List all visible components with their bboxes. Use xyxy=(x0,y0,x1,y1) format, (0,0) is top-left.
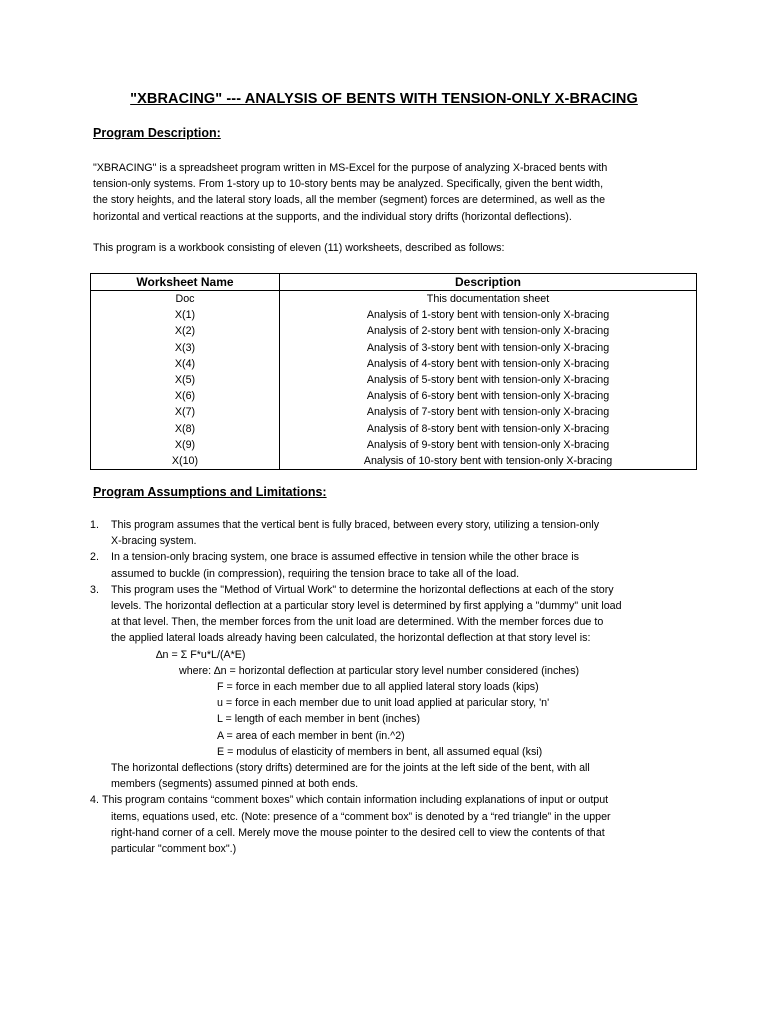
item-text-line: This program assumes that the vertical bent is fully braced, between every story, utilizing a tension-only xyxy=(111,519,600,531)
equation-variable-definition: E = modulus of elasticity of members in bent, all assumed equal (ksi) xyxy=(217,745,543,758)
table-row xyxy=(91,437,697,453)
description-line: the story heights, and the lateral story loads, all the member (segment) forces are determined, as well as the xyxy=(93,194,606,207)
table-row xyxy=(91,388,697,404)
list-item xyxy=(90,582,710,793)
document-title: "XBRACING" --- ANALYSIS OF BENTS WITH TENSION-ONLY X-BRACING xyxy=(130,91,638,107)
description-line: tension-only systems. From 1-story up to 10-story bents may be analyzed. Specifically, given the bent width, xyxy=(93,178,604,191)
worksheet-name-cell: X(2) xyxy=(91,323,280,339)
worksheet-name-cell: X(5) xyxy=(91,372,280,388)
worksheet-name-cell: X(1) xyxy=(91,307,280,323)
virtual-work-equation: ∆n = Σ F*u*L/(A*E) xyxy=(156,648,246,661)
item-text-line: The horizontal deflections (story drifts) determined are for the joints at the left side of the bent, with all xyxy=(111,762,590,775)
item-number: 3. xyxy=(90,583,99,596)
worksheet-name-cell: X(9) xyxy=(91,437,280,453)
worksheet-description-cell: Analysis of 8-story bent with tension-only X-bracing xyxy=(366,422,610,435)
worksheet-description-cell: Analysis of 5-story bent with tension-only X-bracing xyxy=(366,374,610,387)
worksheet-description-cell: Analysis of 4-story bent with tension-only X-bracing xyxy=(366,357,610,370)
item-text-line: This program uses the "Method of Virtual Work" to determine the horizontal deflections at each of the story xyxy=(111,583,614,596)
equation-variable-definition: u = force in each member due to unit load applied at paricular story, 'n' xyxy=(217,697,550,710)
item-text-line: the applied lateral loads already having been calculated, the horizontal deflection at that story level is: xyxy=(111,632,591,645)
table-row xyxy=(91,453,697,470)
program-description-paragraph xyxy=(93,160,693,225)
table-header-row xyxy=(91,274,697,291)
worksheet-description-cell: Analysis of 3-story bent with tension-only X-bracing xyxy=(366,341,610,354)
item-text-line: items, equations used, etc. (Note: presence of a “comment box” is denoted by a “red triangle” in the upper xyxy=(111,810,611,823)
table-row xyxy=(91,340,697,356)
assumptions-heading: Program Assumptions and Limitations: xyxy=(93,485,327,499)
column-header-worksheet-name: Worksheet Name xyxy=(91,274,280,291)
table-row xyxy=(91,291,697,308)
item-number: 1. xyxy=(90,519,99,531)
item-number: 2. xyxy=(90,551,99,564)
column-header-description: Description xyxy=(280,274,697,291)
item-text-line: at that level. Then, the member forces from the unit load are determined. With the member forces due to xyxy=(111,616,604,629)
worksheet-description-cell: Analysis of 9-story bent with tension-only X-bracing xyxy=(366,438,610,451)
worksheet-name-cell: Doc xyxy=(91,291,280,308)
worksheet-description-cell: Analysis of 10-story bent with tension-only X-bracing xyxy=(363,454,613,467)
item-text-line: levels. The horizontal deflection at a particular story level is determined by first applying a "dummy" unit load xyxy=(111,600,622,613)
table-row xyxy=(91,404,697,420)
list-item xyxy=(90,792,710,857)
table-row xyxy=(91,372,697,388)
worksheet-name-cell: X(8) xyxy=(91,421,280,437)
worksheet-name-cell: X(4) xyxy=(91,356,280,372)
equation-variable-definition: L = length of each member in bent (inches) xyxy=(217,713,421,726)
item-number: 4. xyxy=(90,794,99,807)
item-text-line: X-bracing system. xyxy=(111,535,197,548)
worksheet-description-cell: Analysis of 6-story bent with tension-only X-bracing xyxy=(366,390,610,403)
list-item xyxy=(90,517,710,549)
equation-variable-definition: F = force in each member due to all applied lateral story loads (kips) xyxy=(217,681,539,694)
item-text-line: This program contains “comment boxes” which contain information including explanations of input or output xyxy=(102,794,609,807)
equation-variable-definition: A = area of each member in bent (in.^2) xyxy=(217,729,405,742)
description-line: horizontal and vertical reactions at the supports, and the individual story drifts (horizontal deflections). xyxy=(93,210,572,223)
table-row xyxy=(91,307,697,323)
worksheet-name-cell: X(7) xyxy=(91,404,280,420)
worksheet-name-cell: X(6) xyxy=(91,388,280,404)
table-row xyxy=(91,421,697,437)
worksheet-name-cell: X(3) xyxy=(91,340,280,356)
item-text-line: In a tension-only bracing system, one brace is assumed effective in tension while the other brace is xyxy=(111,551,579,564)
equation-where-line: where: ∆n = horizontal deflection at particular story level number considered (inches) xyxy=(179,664,580,677)
list-item xyxy=(90,549,710,581)
table-row xyxy=(91,323,697,339)
worksheet-description-cell: Analysis of 1-story bent with tension-only X-bracing xyxy=(366,309,610,322)
worksheet-description-cell: This documentation sheet xyxy=(426,293,550,306)
item-text-line: right-hand corner of a cell. Merely move the mouse pointer to the desired cell to view the contents of that xyxy=(111,826,605,839)
worksheet-table xyxy=(90,273,697,470)
item-text-line: members (segments) assumed pinned at both ends. xyxy=(111,778,359,791)
table-row xyxy=(91,356,697,372)
item-text-line: particular "comment box".) xyxy=(111,843,237,856)
program-description-heading: Program Description: xyxy=(93,126,221,140)
description-line: "XBRACING" is a spreadsheet program written in MS-Excel for the purpose of analyzing X-braced bents with xyxy=(93,162,608,174)
item-text-line: assumed to buckle (in compression), requiring the tension brace to take all of the load. xyxy=(111,567,520,580)
worksheet-description-cell: Analysis of 7-story bent with tension-only X-bracing xyxy=(366,406,610,419)
workbook-intro: This program is a workbook consisting of eleven (11) worksheets, described as follows: xyxy=(93,242,505,254)
worksheet-name-cell: X(10) xyxy=(91,453,280,470)
worksheet-description-cell: Analysis of 2-story bent with tension-only X-bracing xyxy=(366,325,610,338)
assumptions-list xyxy=(90,517,710,857)
